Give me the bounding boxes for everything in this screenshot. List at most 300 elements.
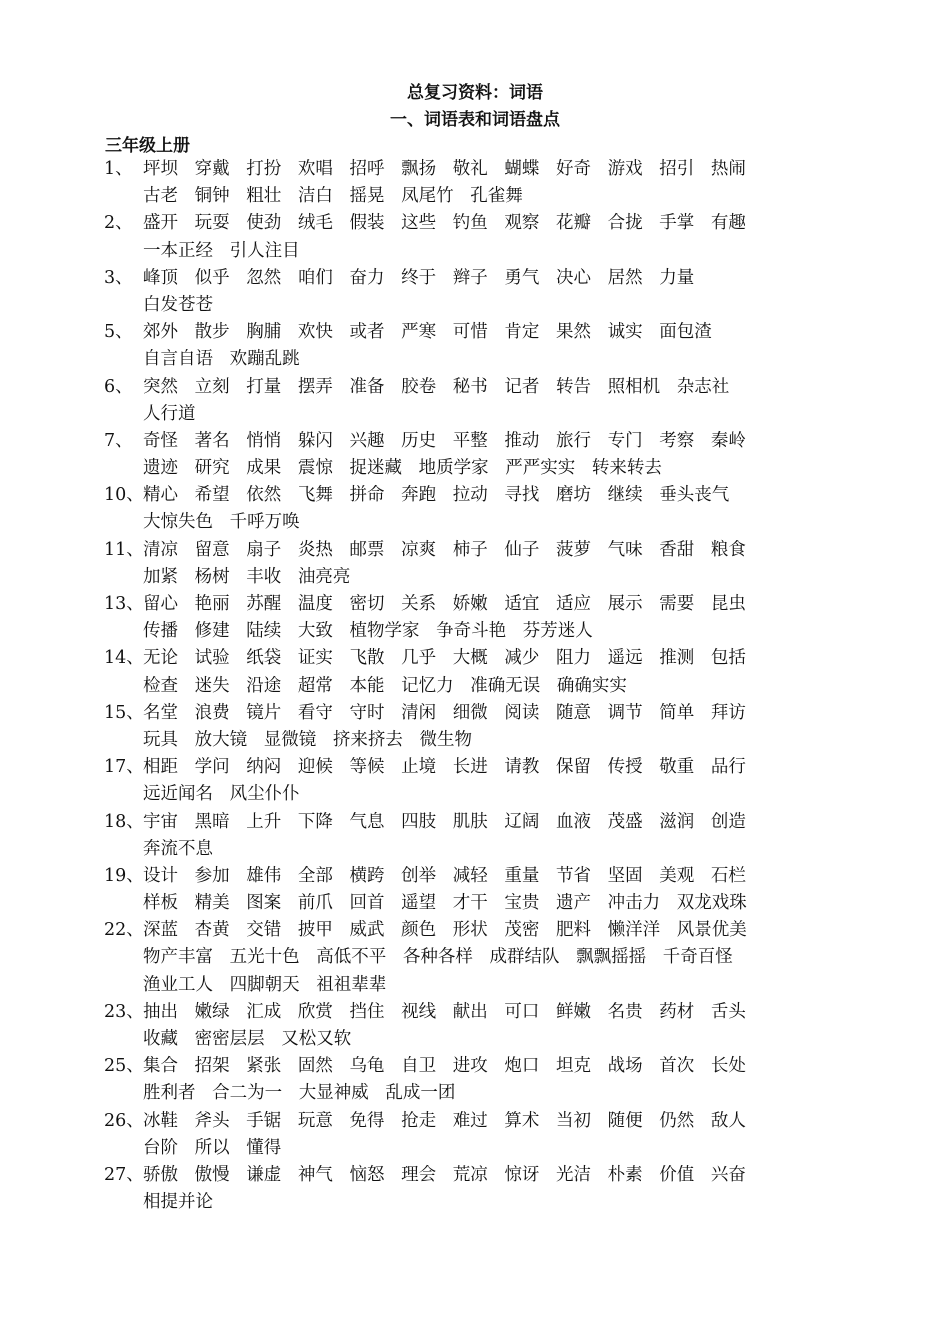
vocab-word: 名贵: [607, 1001, 643, 1022]
vocab-word: 突然: [143, 376, 178, 397]
word-group: [143, 727, 489, 754]
word-group: [143, 890, 763, 917]
vocab-word: 记者: [504, 376, 540, 397]
vocab-word: 等候: [349, 757, 385, 778]
vocab-word: 拜访: [710, 702, 746, 723]
vocab-word: 算术: [504, 1110, 540, 1131]
word-line: [0, 210, 950, 237]
vocab-word: 免得: [349, 1110, 385, 1131]
vocab-word: 精美: [194, 893, 230, 914]
word-group: [143, 1108, 763, 1135]
vocab-word: 香甜: [659, 539, 695, 560]
vocab-word: 远近闻名: [143, 784, 213, 805]
vocab-word: 芬芳迷人: [522, 621, 593, 642]
vocab-word: 谦虚: [246, 1164, 282, 1185]
word-group: [143, 265, 711, 292]
word-line: [0, 972, 950, 999]
vocab-word: 胶卷: [401, 376, 437, 397]
vocab-word: 横跨: [349, 865, 385, 886]
vocab-word: 磨坊: [556, 485, 591, 506]
vocab-word: 昆虫: [710, 594, 746, 614]
vocab-word: 辫子: [452, 267, 488, 288]
vocab-word: 加紧: [143, 566, 178, 587]
vocab-word: 石栏: [710, 865, 746, 886]
vocab-word: 有趣: [710, 213, 746, 234]
vocab-word: 宇宙: [143, 811, 178, 832]
vocab-word: 才干: [452, 893, 488, 914]
vocab-word: 密切: [349, 594, 385, 614]
word-line: [0, 700, 950, 727]
vocab-word: 图案: [246, 893, 282, 914]
vocab-word: 抽出: [143, 1001, 178, 1022]
lesson-number: 13、: [104, 594, 144, 614]
vocab-word: 微生物: [419, 729, 472, 750]
vocab-word: 这些: [401, 213, 437, 234]
vocab-word: 欢快: [297, 322, 333, 343]
vocab-word: 迷失: [194, 675, 230, 696]
vocab-word: 各种各样: [402, 947, 473, 968]
vocab-word: 扇子: [246, 539, 282, 560]
vocab-word: 密密层层: [194, 1029, 265, 1049]
vocab-word: 茂密: [504, 920, 540, 941]
vocab-word: 随便: [607, 1110, 643, 1131]
word-group: [143, 673, 644, 700]
word-line: [0, 455, 950, 482]
vocab-word: 希望: [194, 485, 230, 506]
vocab-word: 祖祖辈辈: [316, 974, 387, 995]
vocab-word: 推测: [659, 648, 695, 669]
vocab-word: 朴素: [607, 1164, 643, 1185]
vocab-word: 奔流不息: [143, 838, 213, 859]
vocab-word: 专门: [607, 430, 643, 451]
vocab-word: 懒洋洋: [607, 920, 661, 941]
vocab-word: 细微: [452, 702, 488, 723]
vocab-word: 大惊失色: [143, 512, 213, 533]
vocab-word: 敌人: [710, 1110, 746, 1131]
word-group: [143, 999, 763, 1026]
lesson-block: [0, 645, 950, 699]
word-line: [0, 999, 950, 1026]
lesson-number: 10、: [104, 485, 144, 506]
word-group: [143, 1189, 230, 1216]
vocab-word: 炮口: [504, 1056, 540, 1077]
word-line: [0, 319, 950, 346]
vocab-word: 清凉: [143, 539, 178, 560]
vocab-word: 盛开: [143, 213, 178, 234]
vocab-word: 神气: [297, 1164, 333, 1185]
vocab-word: 创造: [710, 811, 746, 832]
vocab-word: 所以: [194, 1137, 230, 1158]
vocab-word: 需要: [659, 594, 695, 614]
vocab-word: 浪费: [194, 702, 230, 723]
vocab-word: 飞散: [349, 648, 385, 669]
vocab-word: 拉动: [452, 485, 488, 506]
vocab-word: 摇晃: [349, 186, 385, 207]
vocab-word: 躲闪: [297, 430, 333, 451]
vocab-word: 品行: [710, 757, 746, 778]
lesson-block: [0, 591, 950, 645]
vocab-word: 滋润: [659, 811, 695, 832]
vocab-word: 游戏: [607, 159, 643, 179]
vocab-word: 秦岭: [710, 430, 746, 451]
vocab-word: 适应: [556, 594, 591, 614]
vocab-word: 遗迹: [143, 458, 178, 479]
vocab-word: 玩具: [143, 729, 178, 750]
vocab-word: 合拢: [607, 213, 643, 234]
vocab-word: 粮食: [710, 539, 746, 560]
vocab-word: 检查: [143, 675, 178, 696]
word-group: [143, 944, 749, 971]
vocab-word: 打量: [246, 376, 282, 397]
word-line: [0, 1162, 950, 1189]
vocab-word: 飘飘摇摇: [576, 947, 647, 968]
lesson-number: 17、: [104, 757, 144, 778]
lesson-block: [0, 754, 950, 808]
vocab-word: 仙子: [504, 539, 540, 560]
vocab-word: 创举: [401, 865, 437, 886]
vocab-word: 白发苍苍: [143, 294, 213, 315]
vocab-word: 玩耍: [194, 213, 230, 234]
lesson-number: 2、: [104, 213, 133, 234]
vocab-word: 捉迷藏: [349, 458, 402, 479]
lesson-block: [0, 428, 950, 482]
word-line: [0, 1189, 950, 1216]
vocab-word: 艳丽: [194, 594, 230, 614]
vocab-word: 威武: [349, 920, 385, 941]
vocab-word: 名堂: [143, 702, 178, 723]
vocab-word: 随意: [556, 702, 591, 723]
vocab-word: 钓鱼: [452, 213, 488, 234]
vocab-word: 镜片: [246, 702, 282, 723]
vocab-word: 纸袋: [246, 648, 282, 669]
word-line: [0, 863, 950, 890]
vocab-word: 炎热: [297, 539, 333, 560]
lesson-block: [0, 1162, 950, 1216]
lesson-number: 23、: [104, 1001, 144, 1022]
vocab-word: 相距: [143, 757, 178, 778]
vocab-word: 光洁: [556, 1164, 591, 1185]
vocab-word: 学问: [194, 757, 230, 778]
vocab-word: 继续: [607, 485, 643, 506]
word-group: [143, 1080, 472, 1107]
vocab-word: 历史: [401, 430, 437, 451]
vocab-word: 平整: [452, 430, 488, 451]
vocab-word: 参加: [194, 865, 230, 886]
lesson-block: [0, 537, 950, 591]
word-line: [0, 1080, 950, 1107]
vocab-word: 终于: [401, 267, 437, 288]
lesson-block: [0, 809, 950, 863]
vocab-word: 茂盛: [607, 811, 643, 832]
vocab-word: 抢走: [401, 1110, 437, 1131]
vocab-word: 展示: [607, 594, 643, 614]
vocab-word: 高低不平: [316, 947, 387, 968]
vocab-word: 五光十色: [229, 947, 300, 968]
vocab-word: 转来转去: [591, 458, 662, 479]
word-group: [143, 1162, 763, 1189]
vocab-word: 挡住: [349, 1001, 385, 1022]
vocab-word: 坪坝: [143, 159, 178, 179]
lesson-block: [0, 700, 950, 754]
word-line: [0, 836, 950, 863]
word-line: [0, 238, 950, 265]
vocab-word: 清闲: [401, 702, 437, 723]
vocab-word: 乱成一团: [385, 1083, 456, 1104]
lesson-block: [0, 863, 950, 917]
lesson-number: 6、: [104, 376, 133, 397]
vocab-word: 风景优美: [676, 920, 747, 941]
lesson-block: [0, 156, 950, 210]
vocab-word: 放大镜: [194, 729, 248, 750]
word-line: [0, 809, 950, 836]
lesson-block: [0, 319, 950, 373]
vocab-word: 形状: [452, 920, 488, 941]
lesson-number: 27、: [104, 1164, 144, 1185]
vocab-word: 下降: [297, 811, 333, 832]
vocab-word: 嫩绿: [194, 1001, 230, 1022]
vocab-word: 飘扬: [401, 159, 437, 179]
vocab-word: 显微镜: [263, 729, 317, 750]
vocab-word: 震惊: [297, 458, 333, 479]
section-title: 一、词语表和词语盘点: [390, 110, 560, 130]
word-group: [143, 292, 230, 319]
vocab-word: 温度: [297, 594, 333, 614]
vocab-word: 仍然: [659, 1110, 695, 1131]
word-line: [0, 754, 950, 781]
lesson-block: [0, 265, 950, 319]
vocab-word: 骄傲: [143, 1164, 178, 1185]
vocab-word: 花瓣: [556, 213, 591, 234]
vocab-word: 千奇百怪: [662, 947, 733, 968]
word-line: [0, 781, 950, 808]
vocab-word: 蝴蝶: [504, 159, 540, 179]
word-group: [143, 564, 367, 591]
vocab-word: 难过: [452, 1110, 488, 1131]
word-group: [143, 781, 316, 808]
vocab-word: 看守: [297, 702, 333, 723]
vocab-word: 止境: [401, 757, 437, 778]
vocab-word: 几乎: [401, 648, 437, 669]
word-group: [143, 836, 230, 863]
lesson-number: 7、: [104, 430, 133, 451]
vocab-word: 争奇斗艳: [436, 621, 507, 642]
word-line: [0, 482, 950, 509]
word-line: [0, 292, 950, 319]
vocab-word: 肌肤: [452, 811, 488, 832]
vocab-word: 惊讶: [504, 1164, 540, 1185]
vocab-word: 傲慢: [194, 1164, 230, 1185]
vocab-word: 恼怒: [349, 1164, 385, 1185]
word-line: [0, 944, 950, 971]
vocab-word: 遗产: [556, 893, 591, 914]
vocab-word: 垂头丧气: [659, 485, 730, 506]
vocab-word: 成群结队: [489, 947, 560, 968]
word-line: [0, 183, 950, 210]
vocab-word: 挤来挤去: [332, 729, 403, 750]
vocab-word: 确确实实: [556, 675, 627, 696]
vocab-word: 鲜嫩: [556, 1001, 591, 1022]
vocab-word: 懂得: [246, 1137, 282, 1158]
lesson-block: [0, 1108, 950, 1162]
lesson-number: 22、: [104, 920, 144, 941]
vocab-word: 大显神威: [298, 1083, 369, 1104]
word-line: [0, 401, 950, 428]
word-group: [143, 238, 316, 265]
word-line: [0, 564, 950, 591]
word-group: [143, 156, 763, 183]
vocab-word: 力量: [659, 267, 695, 288]
vocab-word: 气味: [607, 539, 643, 560]
vocab-word: 散步: [194, 322, 230, 343]
vocab-word: 兴奋: [710, 1164, 746, 1185]
vocab-word: 留心: [143, 594, 178, 614]
word-line: [0, 374, 950, 401]
vocab-word: 冲击力: [607, 893, 661, 914]
vocab-word: 成果: [246, 458, 282, 479]
vocab-word: 凉爽: [401, 539, 437, 560]
word-group: [143, 1135, 298, 1162]
vocab-word: 记忆力: [401, 675, 454, 696]
vocab-word: 欢蹦乱跳: [229, 349, 300, 370]
page-title: 总复习资料：词语: [407, 83, 543, 103]
vocab-word: 悄悄: [246, 430, 282, 451]
word-group: [143, 210, 763, 237]
vocab-word: 粗壮: [246, 186, 282, 207]
vocab-word: 孔雀舞: [470, 186, 523, 207]
vocab-word: 坚固: [607, 865, 643, 886]
lesson-list: [0, 156, 950, 1216]
vocab-word: 人行道: [143, 403, 196, 424]
vocab-word: 包括: [710, 648, 746, 669]
vocab-word: 相提并论: [143, 1192, 213, 1213]
word-group: [143, 809, 763, 836]
vocab-word: 设计: [143, 865, 178, 886]
vocab-word: 洁白: [297, 186, 333, 207]
vocab-word: 调节: [607, 702, 643, 723]
vocab-word: 可惜: [452, 322, 488, 343]
vocab-word: 雄伟: [246, 865, 282, 886]
vocab-word: 献出: [452, 1001, 488, 1022]
word-group: [143, 346, 316, 373]
vocab-word: 紧张: [246, 1056, 282, 1077]
vocab-word: 回首: [349, 893, 385, 914]
vocab-word: 旅行: [556, 430, 591, 451]
word-group: [143, 754, 763, 781]
vocab-word: 节省: [556, 865, 591, 886]
word-line: [0, 1053, 950, 1080]
vocab-word: 披甲: [297, 920, 333, 941]
vocab-word: 收藏: [143, 1029, 178, 1049]
vocab-word: 阅读: [504, 702, 540, 723]
vocab-word: 长处: [710, 1056, 746, 1077]
vocab-word: 果然: [556, 322, 591, 343]
vocab-word: 超常: [297, 675, 333, 696]
vocab-word: 关系: [401, 594, 437, 614]
vocab-word: 铜钟: [194, 186, 230, 207]
vocab-word: 秘书: [452, 376, 488, 397]
vocab-word: 坦克: [556, 1056, 591, 1077]
vocab-word: 肯定: [504, 322, 540, 343]
vocab-word: 欢唱: [297, 159, 333, 179]
vocab-word: 假装: [349, 213, 385, 234]
vocab-word: 守时: [349, 702, 385, 723]
word-line: [0, 645, 950, 672]
vocab-word: 颜色: [401, 920, 437, 941]
vocab-word: 居然: [607, 267, 643, 288]
vocab-word: 纳闷: [246, 757, 282, 778]
vocab-word: 胸脯: [246, 322, 282, 343]
vocab-word: 适宜: [504, 594, 540, 614]
vocab-word: 使劲: [246, 213, 282, 234]
word-line: [0, 673, 950, 700]
vocab-word: 穿戴: [194, 159, 230, 179]
word-group: [143, 455, 679, 482]
vocab-word: 一本正经: [143, 240, 213, 261]
vocab-word: 可口: [504, 1001, 540, 1022]
vocab-word: 勇气: [504, 267, 540, 288]
vocab-word: 汇成: [246, 1001, 282, 1022]
lesson-number: 18、: [104, 811, 144, 832]
vocab-word: 推动: [504, 430, 540, 451]
vocab-word: 转告: [556, 376, 591, 397]
grade-heading: 三年级上册: [105, 136, 190, 156]
vocab-word: 飞舞: [297, 485, 333, 506]
vocab-word: 依然: [246, 485, 282, 506]
vocab-word: 立刻: [194, 376, 230, 397]
word-line: [0, 265, 950, 292]
vocab-word: 上升: [246, 811, 282, 832]
lesson-block: [0, 917, 950, 999]
vocab-word: 招引: [659, 159, 695, 179]
vocab-word: 迎候: [297, 757, 333, 778]
vocab-word: 前爪: [297, 893, 333, 914]
vocab-word: 请教: [504, 757, 540, 778]
vocab-word: 考察: [659, 430, 695, 451]
vocab-word: 好奇: [556, 159, 591, 179]
word-group: [143, 618, 609, 645]
vocab-word: 宝贵: [504, 893, 540, 914]
vocab-word: 郊外: [143, 322, 178, 343]
word-group: [143, 509, 316, 536]
vocab-word: 大致: [297, 621, 333, 642]
vocab-word: 乌龟: [349, 1056, 385, 1077]
vocab-word: 决心: [556, 267, 591, 288]
word-line: [0, 1135, 950, 1162]
vocab-word: 丰收: [246, 566, 282, 587]
vocab-word: 进攻: [452, 1056, 488, 1077]
vocab-word: 四肢: [401, 811, 437, 832]
vocab-word: 样板: [143, 893, 178, 914]
vocab-word: 证实: [297, 648, 333, 669]
word-group: [143, 863, 763, 890]
word-group: [143, 645, 763, 672]
vocab-word: 简单: [659, 702, 695, 723]
lesson-number: 26、: [104, 1110, 144, 1131]
vocab-word: 杂志社: [676, 376, 730, 397]
vocab-word: 精心: [143, 485, 178, 506]
vocab-word: 修建: [194, 621, 230, 642]
vocab-word: 似乎: [194, 267, 230, 288]
vocab-word: 深蓝: [143, 920, 178, 941]
vocab-word: 气息: [349, 811, 385, 832]
vocab-word: 舌头: [710, 1001, 746, 1022]
word-group: [143, 1053, 763, 1080]
vocab-word: 娇嫩: [452, 594, 488, 614]
vocab-word: 准确无误: [470, 675, 541, 696]
vocab-word: 热闹: [710, 159, 746, 179]
vocab-word: 当初: [556, 1110, 591, 1131]
vocab-word: 玩意: [297, 1110, 333, 1131]
